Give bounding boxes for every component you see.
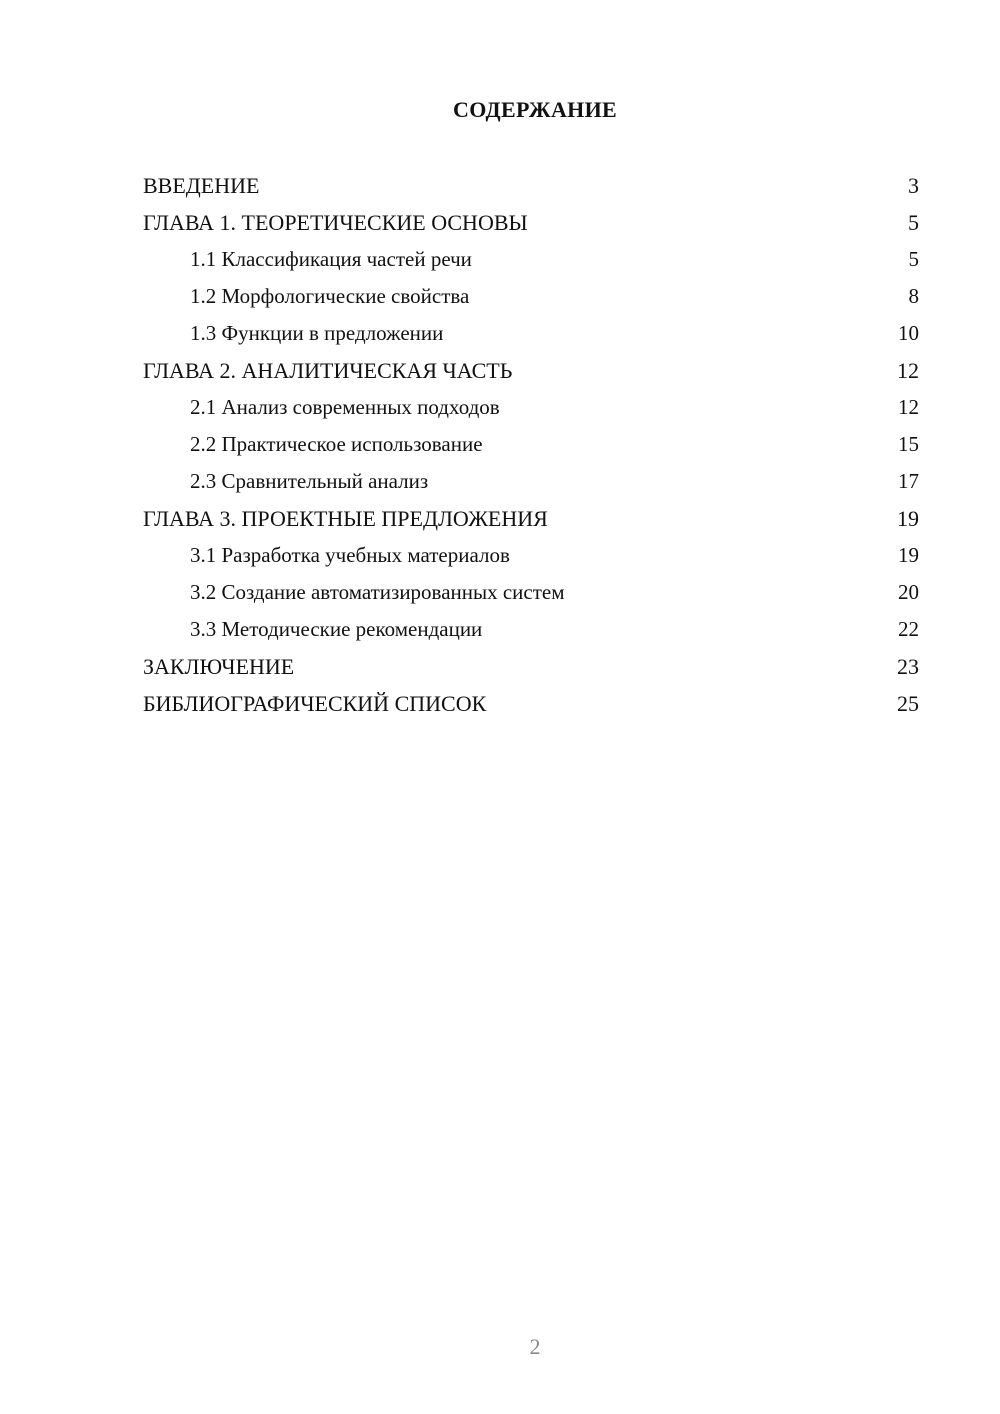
toc-entry-section-2-2	[143, 426, 919, 463]
toc-entry-label: ГЛАВА 2. АНАЛИТИЧЕСКАЯ ЧАСТЬ	[143, 358, 513, 383]
toc-entry-section-2-1	[143, 389, 919, 426]
toc-entry-page: 19	[897, 506, 919, 531]
toc-entry-chapter-3	[143, 500, 919, 537]
toc-entry-page: 17	[898, 469, 919, 493]
page-number: 2	[529, 1334, 541, 1359]
toc-entry-page: 12	[898, 395, 919, 419]
toc-entry-label: 1.2 Морфологические свойства	[190, 284, 470, 308]
toc-entry-page: 10	[898, 321, 919, 345]
toc-entry-page: 5	[908, 247, 919, 271]
toc-entry-label: 3.2 Создание автоматизированных систем	[190, 580, 565, 604]
toc-entry-page: 5	[908, 210, 919, 235]
toc-entry-page: 8	[908, 284, 919, 308]
toc-entry-page: 3	[908, 173, 919, 198]
toc-entry-section-3-2	[143, 574, 919, 611]
toc-entry-label: ГЛАВА 1. ТЕОРЕТИЧЕСКИЕ ОСНОВЫ	[143, 210, 528, 235]
toc-entry-conclusion	[143, 648, 919, 685]
toc-entry-label: ГЛАВА 3. ПРОЕКТНЫЕ ПРЕДЛОЖЕНИЯ	[143, 506, 548, 531]
toc-entry-label: ЗАКЛЮЧЕНИЕ	[143, 654, 295, 679]
toc-entry-introduction	[143, 167, 919, 204]
toc-entry-section-1-1	[143, 241, 919, 278]
toc-entry-label: 3.1 Разработка учебных материалов	[190, 543, 510, 567]
toc-entry-page: 20	[898, 580, 919, 604]
toc-entry-section-2-3	[143, 463, 919, 500]
toc-entry-chapter-1	[143, 204, 919, 241]
toc-title: СОДЕРЖАНИЕ	[453, 97, 617, 122]
toc-entry-label: 2.2 Практическое использование	[190, 432, 483, 456]
toc-entry-label: 3.3 Методические рекомендации	[190, 617, 483, 641]
toc-entry-page: 22	[898, 617, 919, 641]
toc-entry-label: 2.1 Анализ современных подходов	[190, 395, 500, 419]
toc-entry-label: 2.3 Сравнительный анализ	[190, 469, 429, 493]
toc-entry-section-1-2	[143, 278, 919, 315]
toc-entry-section-3-1	[143, 537, 919, 574]
toc-entry-page: 15	[898, 432, 919, 456]
toc-entry-bibliography	[143, 685, 919, 722]
toc-entry-chapter-2	[143, 352, 919, 389]
toc-entry-label: БИБЛИОГРАФИЧЕСКИЙ СПИСОК	[143, 691, 487, 716]
toc-entry-page: 25	[897, 691, 919, 716]
toc-entry-page: 19	[898, 543, 919, 567]
toc-entry-label: 1.1 Классификация частей речи	[190, 247, 472, 271]
toc-entry-section-3-3	[143, 611, 919, 648]
toc-entry-page: 12	[897, 358, 919, 383]
toc-entry-label: 1.3 Функции в предложении	[190, 321, 444, 345]
table-of-contents	[143, 167, 919, 722]
toc-entry-section-1-3	[143, 315, 919, 352]
toc-entry-page: 23	[897, 654, 919, 679]
toc-entry-label: ВВЕДЕНИЕ	[143, 173, 260, 198]
